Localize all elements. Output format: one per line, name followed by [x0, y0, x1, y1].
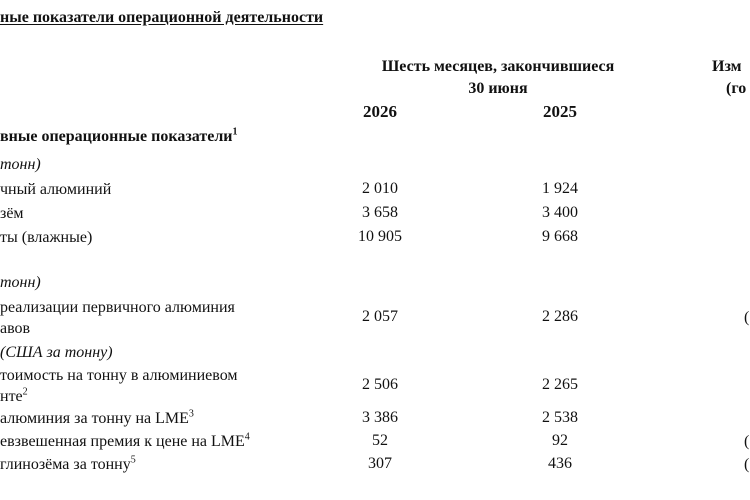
unit-label: тонн) [0, 156, 41, 173]
footnote-marker: 2 [22, 386, 28, 398]
footnote-marker: 1 [232, 126, 238, 138]
change-fragment: ( [744, 309, 750, 326]
value-2025: 1 924 [542, 180, 578, 197]
row-label-lme-price-text: алюминия за тонну на LME [0, 410, 189, 427]
row-label-premium-text: евзвешенная премия к цене на LME [0, 433, 245, 450]
row-label-cost-line1: тоимость на тонну в алюминиевом [0, 367, 238, 384]
section-title [0, 128, 238, 146]
period-header-line2: 30 июня [468, 80, 528, 97]
value-2025: 436 [548, 455, 572, 472]
value-2026: 3 658 [362, 204, 398, 221]
value-2026: 2 010 [362, 180, 398, 197]
change-fragment: ( [744, 433, 750, 450]
value-2026: 2 506 [362, 376, 398, 393]
section-title-text: вные операционные показатели [0, 128, 233, 145]
change-fragment: ( [744, 456, 750, 473]
value-2026: 52 [372, 432, 388, 449]
year-2025-header: 2025 [543, 102, 577, 121]
row-label-alumina-price [0, 455, 136, 474]
change-header-line1: Изм [712, 58, 742, 75]
footnote-marker: 3 [188, 408, 194, 420]
period-header-line1: Шесть месяцев, закончившиеся [381, 58, 615, 75]
value-2026: 2 057 [362, 308, 398, 325]
value-2026: 10 905 [358, 228, 402, 245]
change-header-line2: (го [726, 80, 747, 97]
unit-label: (США за тонну) [0, 344, 113, 361]
value-2026: 3 386 [362, 409, 398, 426]
row-label-lme-price [0, 409, 194, 428]
row-label-sales-line2: авов [0, 320, 31, 337]
row-label-bauxite: ты (влажные) [0, 229, 93, 246]
row-label-cost-line2 [0, 387, 28, 406]
page-title: ные показатели операционной деятельности [0, 9, 324, 26]
value-2025: 2 265 [542, 376, 578, 393]
value-2025: 3 400 [542, 204, 578, 221]
year-2026-header: 2026 [363, 102, 397, 121]
value-2026: 307 [368, 455, 392, 472]
value-2025: 2 538 [542, 409, 578, 426]
row-label-premium [0, 432, 250, 451]
value-2025: 2 286 [542, 308, 578, 325]
row-label-sales-line1: реализации первичного алюминия [0, 299, 235, 316]
unit-text: США за тонну) [5, 344, 113, 361]
row-label-alumina: зём [0, 205, 24, 222]
footnote-marker: 4 [244, 431, 250, 443]
row-label-cost-line2-text: нте [0, 388, 23, 405]
row-label-primary-aluminium: чный алюминий [0, 181, 112, 198]
value-2025: 9 668 [542, 228, 578, 245]
value-2025: 92 [552, 432, 568, 449]
footnote-marker: 5 [130, 454, 136, 466]
row-label-alumina-price-text: глинозёма за тонну [0, 456, 131, 473]
unit-label: тонн) [0, 274, 41, 291]
